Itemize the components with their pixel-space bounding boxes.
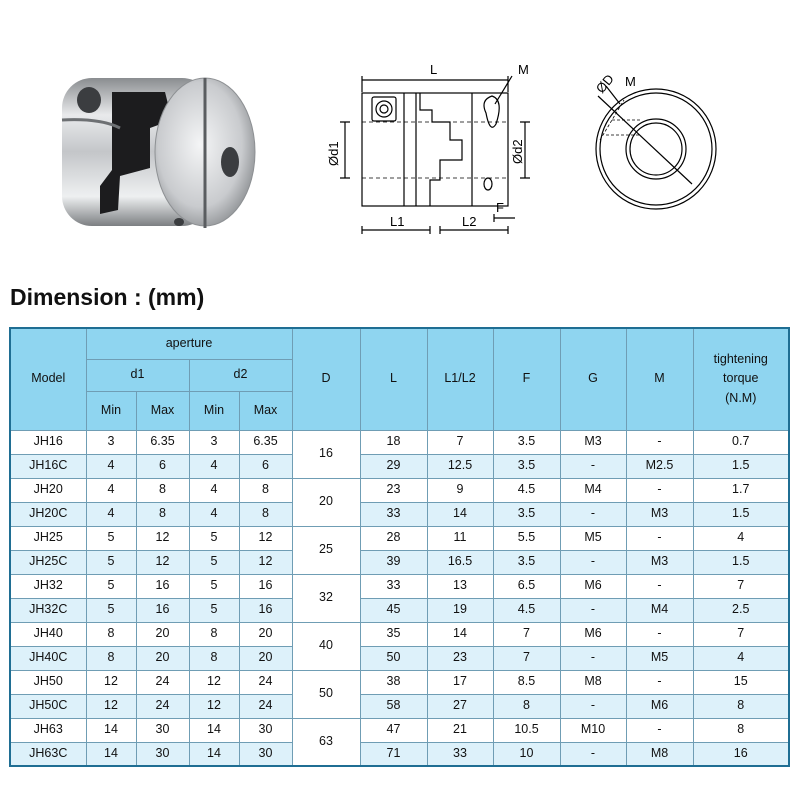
cell-L1L2: 14 bbox=[427, 502, 493, 526]
cell-d1-max: 12 bbox=[136, 550, 189, 574]
cell-d1-max: 24 bbox=[136, 694, 189, 718]
cell-M: M3 bbox=[626, 502, 693, 526]
cell-model: JH32C bbox=[10, 598, 86, 622]
table-row bbox=[10, 694, 789, 718]
cell-d2-min: 5 bbox=[189, 574, 239, 598]
cell-model: JH20 bbox=[10, 478, 86, 502]
table-row bbox=[10, 478, 789, 502]
header-G: G bbox=[560, 328, 626, 430]
cell-M: M5 bbox=[626, 646, 693, 670]
cell-torque: 16 bbox=[693, 742, 789, 766]
cell-L1L2: 17 bbox=[427, 670, 493, 694]
cell-F: 3.5 bbox=[493, 454, 560, 478]
cell-model: JH50C bbox=[10, 694, 86, 718]
cell-d1-max: 24 bbox=[136, 670, 189, 694]
header-d1-min: Min bbox=[86, 391, 136, 430]
cell-torque: 7 bbox=[693, 574, 789, 598]
cell-L1L2: 12.5 bbox=[427, 454, 493, 478]
cell-G: - bbox=[560, 454, 626, 478]
cell-d2-max: 24 bbox=[239, 694, 292, 718]
cell-torque: 2.5 bbox=[693, 598, 789, 622]
cell-d2-min: 12 bbox=[189, 670, 239, 694]
cell-d1-min: 3 bbox=[86, 430, 136, 454]
cell-F: 3.5 bbox=[493, 502, 560, 526]
cell-d1-max: 12 bbox=[136, 526, 189, 550]
header-L1L2: L1/L2 bbox=[427, 328, 493, 430]
cell-d1-min: 12 bbox=[86, 694, 136, 718]
cell-torque: 7 bbox=[693, 622, 789, 646]
table-body bbox=[10, 430, 789, 766]
cell-L1L2: 13 bbox=[427, 574, 493, 598]
cell-torque: 1.5 bbox=[693, 454, 789, 478]
table-row bbox=[10, 430, 789, 454]
page-title: Dimension : (mm) bbox=[10, 284, 205, 310]
cell-model: JH32 bbox=[10, 574, 86, 598]
cell-d2-min: 14 bbox=[189, 742, 239, 766]
cell-G: M3 bbox=[560, 430, 626, 454]
cell-M: - bbox=[626, 622, 693, 646]
cell-d1-min: 4 bbox=[86, 502, 136, 526]
dim-label-diameter: ØD bbox=[592, 71, 617, 96]
header-aperture: aperture bbox=[86, 328, 292, 359]
cell-d1-min: 5 bbox=[86, 550, 136, 574]
cell-model: JH16 bbox=[10, 430, 86, 454]
cell-G: - bbox=[560, 502, 626, 526]
cell-d1-min: 5 bbox=[86, 526, 136, 550]
cell-G: M6 bbox=[560, 622, 626, 646]
cell-d2-min: 12 bbox=[189, 694, 239, 718]
cell-M: - bbox=[626, 718, 693, 742]
cell-d2-min: 14 bbox=[189, 718, 239, 742]
cell-d2-max: 20 bbox=[239, 622, 292, 646]
cell-model: JH25 bbox=[10, 526, 86, 550]
cell-F: 10.5 bbox=[493, 718, 560, 742]
cell-G: - bbox=[560, 694, 626, 718]
table-row bbox=[10, 670, 789, 694]
header-model: Model bbox=[10, 328, 86, 430]
dim-label-length: L bbox=[430, 62, 438, 77]
cell-M: M4 bbox=[626, 598, 693, 622]
cell-d1-max: 20 bbox=[136, 622, 189, 646]
cell-d1-min: 8 bbox=[86, 646, 136, 670]
cell-d2-min: 5 bbox=[189, 526, 239, 550]
cell-d2-min: 3 bbox=[189, 430, 239, 454]
header-torque bbox=[693, 328, 789, 430]
cell-M: - bbox=[626, 670, 693, 694]
cell-M: M2.5 bbox=[626, 454, 693, 478]
cell-d2-max: 30 bbox=[239, 718, 292, 742]
cell-M: M6 bbox=[626, 694, 693, 718]
dim-label-offset: F bbox=[496, 200, 504, 215]
cell-torque: 4 bbox=[693, 646, 789, 670]
cell-d2-max: 12 bbox=[239, 526, 292, 550]
header-L: L bbox=[360, 328, 427, 430]
cell-torque: 8 bbox=[693, 718, 789, 742]
cell-model: JH63 bbox=[10, 718, 86, 742]
cell-d1-max: 8 bbox=[136, 478, 189, 502]
cell-d2-max: 16 bbox=[239, 598, 292, 622]
cell-model: JH63C bbox=[10, 742, 86, 766]
dim-label-bore1: Ød1 bbox=[326, 141, 341, 166]
cell-d1-max: 6.35 bbox=[136, 430, 189, 454]
cell-L: 39 bbox=[360, 550, 427, 574]
cell-torque: 1.7 bbox=[693, 478, 789, 502]
header-d1: d1 bbox=[86, 359, 189, 391]
cell-d2-max: 24 bbox=[239, 670, 292, 694]
cell-M: - bbox=[626, 430, 693, 454]
cell-model: JH25C bbox=[10, 550, 86, 574]
cell-d1-max: 30 bbox=[136, 718, 189, 742]
cell-M: - bbox=[626, 526, 693, 550]
cell-F: 8 bbox=[493, 694, 560, 718]
dimension-table bbox=[9, 327, 790, 767]
cell-d1-min: 5 bbox=[86, 574, 136, 598]
cell-L: 33 bbox=[360, 574, 427, 598]
dim-label-bore2: Ød2 bbox=[510, 139, 525, 164]
table-header bbox=[10, 328, 789, 430]
cell-d1-max: 20 bbox=[136, 646, 189, 670]
cell-G: - bbox=[560, 598, 626, 622]
header-F: F bbox=[493, 328, 560, 430]
cell-F: 3.5 bbox=[493, 550, 560, 574]
cell-D: 32 bbox=[292, 574, 360, 622]
cell-G: M4 bbox=[560, 478, 626, 502]
table-row bbox=[10, 526, 789, 550]
cell-F: 4.5 bbox=[493, 478, 560, 502]
coupling-photo bbox=[62, 78, 255, 228]
cell-d2-max: 20 bbox=[239, 646, 292, 670]
end-view-drawing bbox=[596, 86, 716, 209]
header-torque-line-2: torque bbox=[723, 371, 759, 386]
cell-D: 40 bbox=[292, 622, 360, 670]
cell-G: - bbox=[560, 742, 626, 766]
cell-d2-min: 5 bbox=[189, 598, 239, 622]
table-row bbox=[10, 718, 789, 742]
cell-L1L2: 19 bbox=[427, 598, 493, 622]
cell-L1L2: 16.5 bbox=[427, 550, 493, 574]
cell-G: - bbox=[560, 550, 626, 574]
header-torque-line-1: tightening bbox=[713, 351, 768, 366]
cell-torque: 8 bbox=[693, 694, 789, 718]
cell-G: M10 bbox=[560, 718, 626, 742]
cell-F: 10 bbox=[493, 742, 560, 766]
cell-L1L2: 27 bbox=[427, 694, 493, 718]
cell-d2-max: 6.35 bbox=[239, 430, 292, 454]
cell-L: 23 bbox=[360, 478, 427, 502]
cell-L1L2: 11 bbox=[427, 526, 493, 550]
coupling-figure bbox=[0, 0, 800, 260]
dim-label-hub2: L2 bbox=[462, 214, 477, 229]
header-M: M bbox=[626, 328, 693, 430]
cell-F: 5.5 bbox=[493, 526, 560, 550]
cell-L1L2: 7 bbox=[427, 430, 493, 454]
cell-L: 18 bbox=[360, 430, 427, 454]
cell-d2-max: 8 bbox=[239, 478, 292, 502]
cell-L1L2: 14 bbox=[427, 622, 493, 646]
cell-d2-max: 8 bbox=[239, 502, 292, 526]
cell-F: 8.5 bbox=[493, 670, 560, 694]
cell-D: 16 bbox=[292, 430, 360, 478]
cell-G: - bbox=[560, 646, 626, 670]
cell-M: - bbox=[626, 574, 693, 598]
cell-model: JH16C bbox=[10, 454, 86, 478]
cell-d2-min: 4 bbox=[189, 478, 239, 502]
cell-d1-min: 14 bbox=[86, 718, 136, 742]
cell-L: 29 bbox=[360, 454, 427, 478]
cell-d1-min: 12 bbox=[86, 670, 136, 694]
table-row bbox=[10, 742, 789, 766]
table-row bbox=[10, 574, 789, 598]
cell-F: 7 bbox=[493, 646, 560, 670]
cell-d2-min: 8 bbox=[189, 622, 239, 646]
table-row bbox=[10, 598, 789, 622]
cell-L: 45 bbox=[360, 598, 427, 622]
cell-d1-min: 5 bbox=[86, 598, 136, 622]
cell-torque: 15 bbox=[693, 670, 789, 694]
cell-torque: 4 bbox=[693, 526, 789, 550]
cell-torque: 1.5 bbox=[693, 502, 789, 526]
cell-D: 50 bbox=[292, 670, 360, 718]
header-d2: d2 bbox=[189, 359, 292, 391]
cell-d1-min: 14 bbox=[86, 742, 136, 766]
table-row bbox=[10, 502, 789, 526]
cell-F: 4.5 bbox=[493, 598, 560, 622]
cell-d2-max: 12 bbox=[239, 550, 292, 574]
cell-M: M3 bbox=[626, 550, 693, 574]
cell-torque: 1.5 bbox=[693, 550, 789, 574]
table-row bbox=[10, 454, 789, 478]
cell-L: 58 bbox=[360, 694, 427, 718]
cell-L: 71 bbox=[360, 742, 427, 766]
cell-d1-max: 16 bbox=[136, 574, 189, 598]
cell-M: - bbox=[626, 478, 693, 502]
cell-d1-min: 8 bbox=[86, 622, 136, 646]
cell-torque: 0.7 bbox=[693, 430, 789, 454]
cell-d2-min: 5 bbox=[189, 550, 239, 574]
dim-label-hub1: L1 bbox=[390, 214, 405, 229]
dim-label-thread: M bbox=[518, 62, 529, 77]
table-row bbox=[10, 646, 789, 670]
cell-M: M8 bbox=[626, 742, 693, 766]
cell-d1-max: 6 bbox=[136, 454, 189, 478]
cell-L1L2: 21 bbox=[427, 718, 493, 742]
cell-d1-max: 8 bbox=[136, 502, 189, 526]
header-d2-max: Max bbox=[239, 391, 292, 430]
cell-d2-max: 16 bbox=[239, 574, 292, 598]
cell-G: M6 bbox=[560, 574, 626, 598]
cell-G: M8 bbox=[560, 670, 626, 694]
cell-L: 38 bbox=[360, 670, 427, 694]
cell-D: 63 bbox=[292, 718, 360, 766]
cell-D: 20 bbox=[292, 478, 360, 526]
cell-L1L2: 33 bbox=[427, 742, 493, 766]
table-row bbox=[10, 622, 789, 646]
header-d2-min: Min bbox=[189, 391, 239, 430]
cell-d2-max: 30 bbox=[239, 742, 292, 766]
cell-d2-min: 4 bbox=[189, 454, 239, 478]
cell-model: JH50 bbox=[10, 670, 86, 694]
cell-D: 25 bbox=[292, 526, 360, 574]
cell-L: 28 bbox=[360, 526, 427, 550]
header-D: D bbox=[292, 328, 360, 430]
cell-d2-min: 8 bbox=[189, 646, 239, 670]
cell-F: 6.5 bbox=[493, 574, 560, 598]
cell-L: 47 bbox=[360, 718, 427, 742]
cell-d2-min: 4 bbox=[189, 502, 239, 526]
figure-area bbox=[0, 0, 800, 260]
cell-d2-max: 6 bbox=[239, 454, 292, 478]
dim-label-thread-end: M bbox=[625, 74, 636, 89]
cell-L1L2: 9 bbox=[427, 478, 493, 502]
cell-L: 33 bbox=[360, 502, 427, 526]
cell-d1-min: 4 bbox=[86, 478, 136, 502]
cell-model: JH40C bbox=[10, 646, 86, 670]
cell-F: 7 bbox=[493, 622, 560, 646]
cell-L1L2: 23 bbox=[427, 646, 493, 670]
cell-L: 35 bbox=[360, 622, 427, 646]
table-row bbox=[10, 550, 789, 574]
cell-d1-max: 30 bbox=[136, 742, 189, 766]
cell-model: JH40 bbox=[10, 622, 86, 646]
header-torque-line-3: (N.M) bbox=[725, 391, 757, 406]
cell-model: JH20C bbox=[10, 502, 86, 526]
cell-d1-min: 4 bbox=[86, 454, 136, 478]
cell-G: M5 bbox=[560, 526, 626, 550]
cell-F: 3.5 bbox=[493, 430, 560, 454]
header-d1-max: Max bbox=[136, 391, 189, 430]
cell-d1-max: 16 bbox=[136, 598, 189, 622]
cell-L: 50 bbox=[360, 646, 427, 670]
